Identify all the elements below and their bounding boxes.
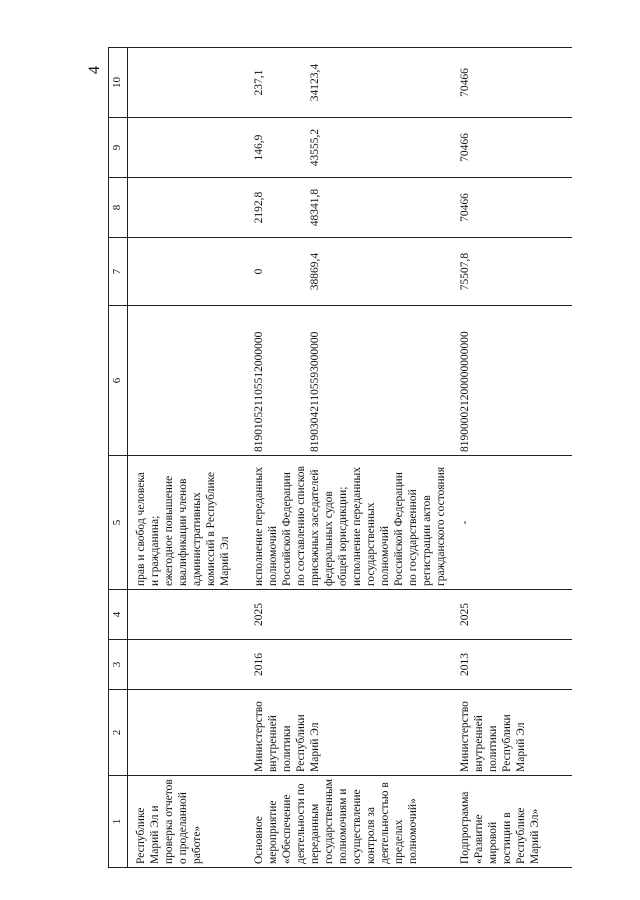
table-row — [128, 48, 246, 868]
column-number-row — [109, 48, 128, 868]
row-1-value-7 — [128, 238, 246, 306]
budget-table — [108, 47, 572, 868]
column-header-4: 4 — [109, 590, 128, 640]
row-1-end-year — [128, 590, 246, 640]
row-2-budget-code: 819010521105512000000 819030421105593000000 — [246, 306, 452, 456]
row-3-value-8: 70466 — [452, 178, 572, 238]
row-2-end-year: 2025 — [246, 590, 452, 640]
row-1-value-8 — [128, 178, 246, 238]
row-1-description: прав и свобод человека и гражданина; ежегодное повышение квалификации членов административных комиссий в Республике Марий Эл — [128, 456, 246, 590]
row-3-executor: Министерство внутренней политики Республики Марий Эл — [452, 690, 572, 776]
page-number: 4 — [86, 66, 103, 74]
column-header-2: 2 — [109, 690, 128, 776]
row-2-program-name: Основное мероприятие «Обеспечение деятельности по переданным государственным полномочиям и осуществление контроля за деятельностью в пределах полномочий» — [246, 776, 452, 868]
row-3-value-10: 70466 — [452, 48, 572, 118]
row-1-value-9 — [128, 118, 246, 178]
row-3-description: - — [452, 456, 572, 590]
row-3-program-name: Подпрограмма «Развитие мировой юстиции в Республике Марий Эл» — [452, 776, 572, 868]
row-2-start-year: 2016 — [246, 640, 452, 690]
row-1-value-10 — [128, 48, 246, 118]
column-header-6: 6 — [109, 306, 128, 456]
table-row — [452, 48, 572, 868]
table-row — [246, 48, 452, 868]
row-3-value-7: 75507,8 — [452, 238, 572, 306]
row-2-executor: Министерство внутренней политики Республики Марий Эл — [246, 690, 452, 776]
column-header-7: 7 — [109, 238, 128, 306]
column-header-10: 10 — [109, 48, 128, 118]
column-header-8: 8 — [109, 178, 128, 238]
column-header-3: 3 — [109, 640, 128, 690]
row-3-value-9: 70466 — [452, 118, 572, 178]
column-header-1: 1 — [109, 776, 128, 868]
row-1-program-name: Республике Марий Эл и проверка отчетов о проделанной работе» — [128, 776, 246, 868]
row-3-start-year: 2013 — [452, 640, 572, 690]
row-2-value-10: 237,1 34123,4 — [246, 48, 452, 118]
row-1-start-year — [128, 640, 246, 690]
row-1-executor — [128, 690, 246, 776]
row-2-description: исполнение переданных полномочий Российской Федерации по составлению списков присяжных заседателей федеральных судов общей юрисдикции; исполнение переданных государственных полномочий Российской Федерации по государственной регистрации актов гражданского состояния — [246, 456, 452, 590]
row-2-value-7: 0 38869,4 — [246, 238, 452, 306]
row-3-budget-code: 819000021200000000000 — [452, 306, 572, 456]
row-3-end-year: 2025 — [452, 590, 572, 640]
column-header-5: 5 — [109, 456, 128, 590]
row-2-value-8: 2192,8 48341,8 — [246, 178, 452, 238]
column-header-9: 9 — [109, 118, 128, 178]
row-2-value-9: 146,9 43555,2 — [246, 118, 452, 178]
row-1-budget-code — [128, 306, 246, 456]
document-sheet — [108, 48, 608, 868]
